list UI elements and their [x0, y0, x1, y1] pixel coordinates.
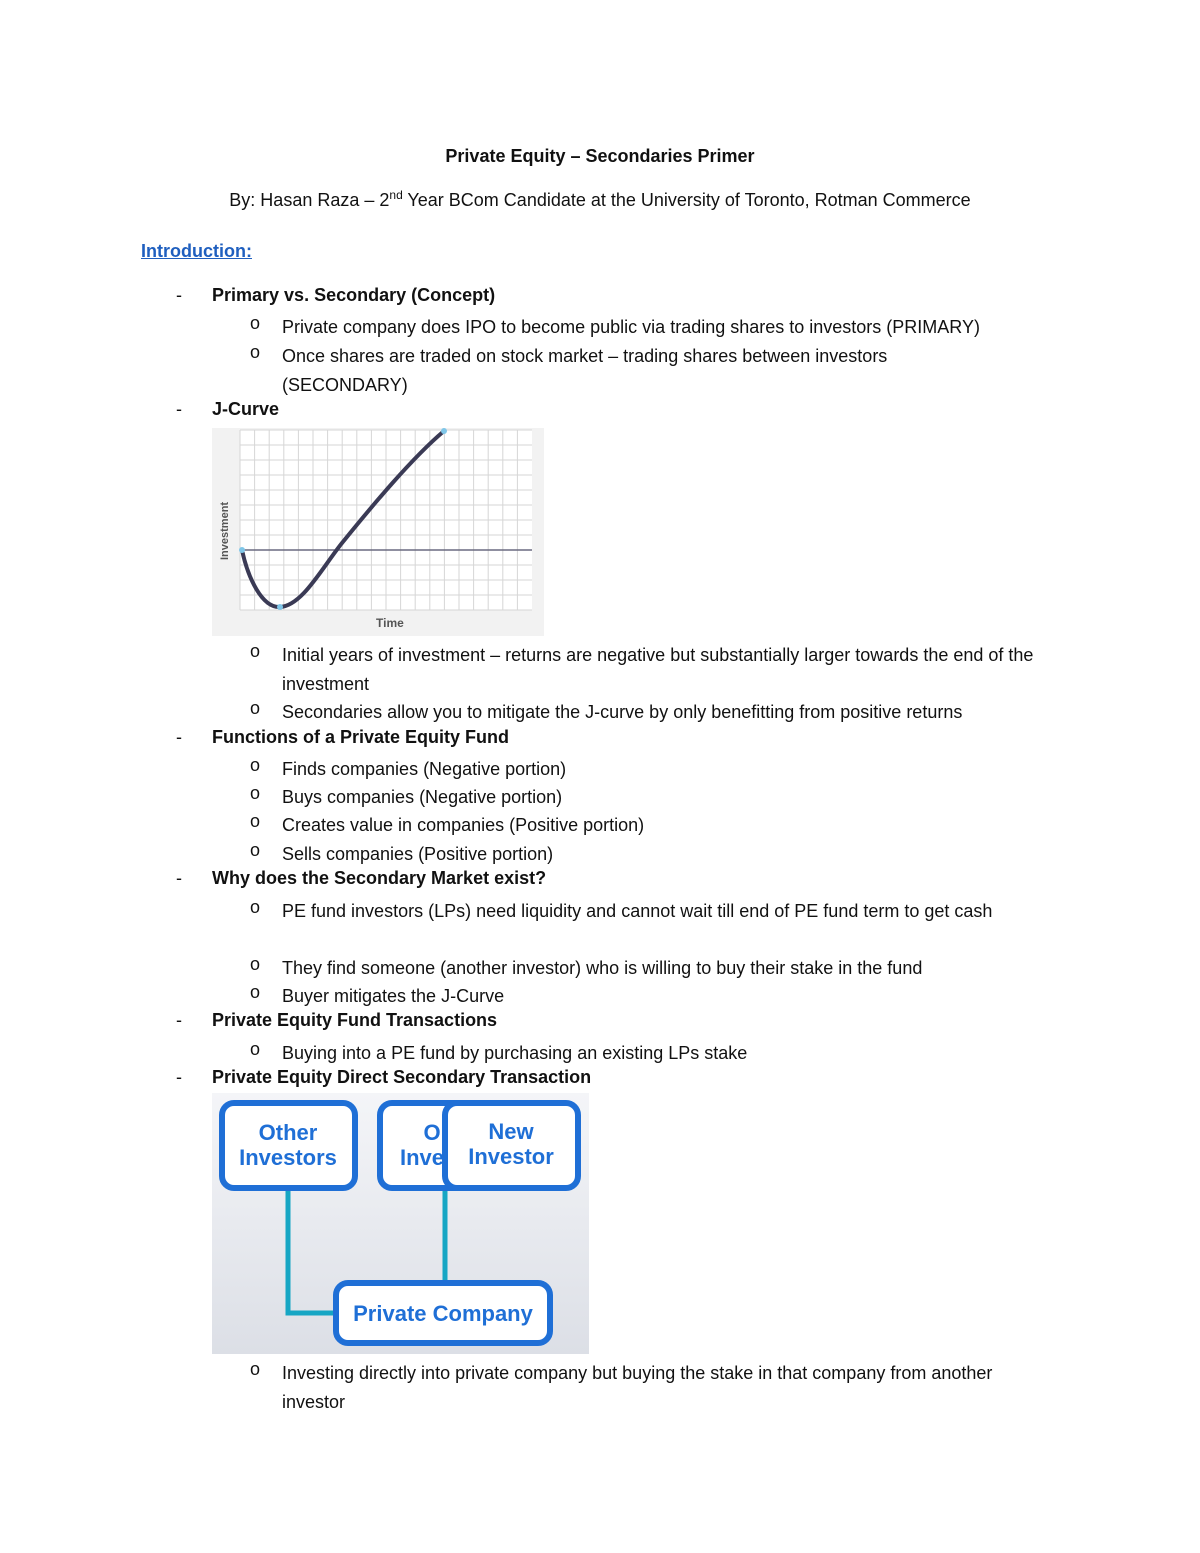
curve-start-point — [239, 547, 245, 553]
section-heading-introduction: Introduction: — [141, 241, 252, 261]
byline-suffix: Year BCom Candidate at the University of Toronto, Rotman Commerce — [402, 190, 971, 210]
list-item-text: Sells companies (Positive portion) — [282, 844, 554, 864]
dash-marker: - — [176, 399, 182, 419]
bullet-marker: o — [250, 342, 261, 362]
list-item-text: Buying into a PE fund by purchasing an existing LPs stake — [282, 1043, 748, 1063]
bullet-marker: o — [250, 783, 261, 803]
bullet-marker: o — [250, 954, 261, 974]
bullet-marker: o — [250, 313, 261, 333]
list-item-text: Initial years of investment – returns are negative but substantially larger towards the end of the investment — [282, 645, 1034, 694]
bullet-marker: o — [250, 641, 261, 661]
dash-marker: - — [176, 868, 182, 888]
dash-marker: - — [176, 727, 182, 747]
list-heading-text: J-Curve — [212, 399, 280, 419]
list-item-text: Secondaries allow you to mitigate the J-curve by only benefitting from positive returns — [282, 702, 963, 722]
bullet-marker: o — [250, 840, 261, 860]
list-item-text: Investing directly into private company but buying the stake in that company from another investor — [282, 1363, 993, 1412]
curve-end-point — [441, 428, 447, 434]
list-item-text: They find someone (another investor) who is willing to buy their stake in the fund — [282, 958, 923, 978]
x-axis-label: Time — [376, 616, 404, 630]
list-item-text: Buys companies (Negative portion) — [282, 787, 563, 807]
list-item-text: Finds companies (Negative portion) — [282, 759, 567, 779]
bullet-marker: o — [250, 698, 261, 718]
list-item-text: PE fund investors (LPs) need liquidity and cannot wait till end of PE fund term to get cash — [282, 901, 993, 921]
list-item-text: Once shares are traded on stock market – trading shares between investors (SECONDARY) — [282, 346, 888, 395]
dash-marker: - — [176, 285, 182, 305]
dash-marker: - — [176, 1010, 182, 1030]
box-label-line1: Other — [258, 1120, 318, 1145]
box-new-investor — [445, 1103, 578, 1188]
direct-secondary-diagram — [212, 1093, 589, 1354]
list-heading-text: Primary vs. Secondary (Concept) — [212, 285, 496, 305]
box-label: Private Company — [353, 1301, 533, 1326]
list-heading-text: Private Equity Fund Transactions — [212, 1010, 498, 1030]
y-axis-label: Investment — [219, 501, 231, 560]
list-heading-text: Why does the Secondary Market exist? — [212, 868, 547, 888]
list-item-text: Private company does IPO to become public via trading shares to investors (PRIMARY) — [282, 317, 980, 337]
list-heading-text: Functions of a Private Equity Fund — [212, 727, 510, 747]
list-item-text: Creates value in companies (Positive portion) — [282, 815, 645, 835]
box-label-line2: Investor — [468, 1144, 554, 1169]
j-curve-figure — [212, 428, 544, 636]
bullet-marker: o — [250, 1359, 261, 1379]
bullet-marker: o — [250, 755, 261, 775]
bullet-marker: o — [250, 811, 261, 831]
byline-superscript: nd — [389, 188, 403, 202]
box-label-line2: Investors — [239, 1145, 337, 1170]
box-label-line1: New — [488, 1119, 534, 1144]
dash-marker: - — [176, 1067, 182, 1087]
box-private-company — [336, 1283, 550, 1343]
list-heading-text: Private Equity Direct Secondary Transaction — [212, 1067, 592, 1087]
box-other-investors — [222, 1103, 355, 1188]
grid-lines — [240, 430, 532, 610]
author-byline — [0, 188, 1200, 211]
box-label-line2: Inve — [399, 1145, 445, 1170]
bullet-marker: o — [250, 982, 261, 1002]
list-item-text: Buyer mitigates the J-Curve — [282, 986, 505, 1006]
byline-prefix: By: Hasan Raza – 2 — [229, 190, 390, 210]
curve-trough-point — [277, 604, 283, 610]
bullet-marker: o — [250, 1039, 261, 1059]
document-title: Private Equity – Secondaries Primer — [445, 146, 755, 166]
bullet-marker: o — [250, 897, 261, 917]
box-label-line1: O — [423, 1120, 441, 1145]
